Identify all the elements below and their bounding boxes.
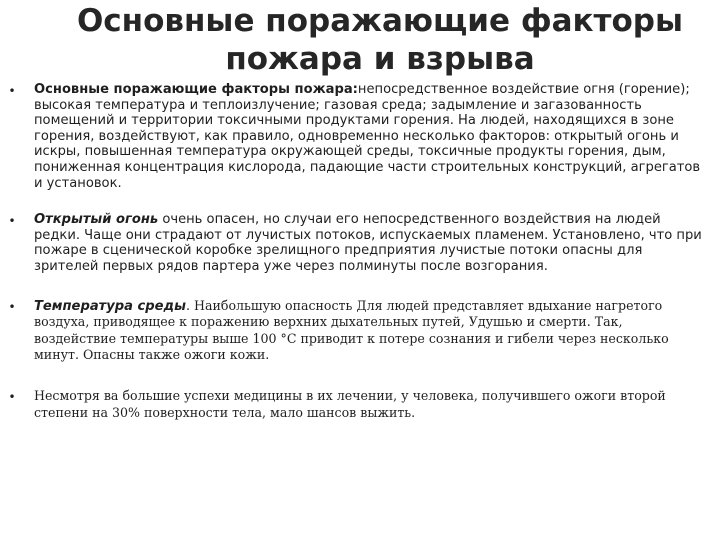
bullet-3-lead: Температура среды	[34, 298, 186, 314]
bullet-2-lead: Открытый огонь	[34, 212, 159, 228]
bullet-4-text: Несмотря ва большие успехи медицины в их лечении, у человека, получившего ожоги второй степени на 30% поверхности тела, мало шансов выжить.	[34, 387, 666, 420]
bullet-1-text: непосредственное воздействие огня (горение); высокая температура и теплоизлучение; газовая среда; задымление и загазованность помещений и территории токсичными продуктами горения. На людей, находящихся в зоне горения, воздействуют, как правило, одновременно несколько факторов: открытый огонь и искры, повышенная температура окружающей среды, токсичные продукты горения, дым, пониженная концентрация кислорода, падающие части строительных конструкций, агрегатов и установок.	[34, 82, 701, 191]
bullet-list	[6, 82, 706, 421]
bullet-item-3	[6, 298, 706, 364]
bullet-icon: •	[8, 214, 16, 229]
title-line-1: Основные поражающие факторы	[76, 3, 684, 39]
bullet-icon: •	[8, 84, 16, 98]
slide-title	[40, 2, 720, 78]
bullet-item-4	[6, 388, 706, 421]
bullet-1-lead: Основные поражающие факторы пожара:	[34, 82, 358, 97]
bullet-2-text: очень опасен, но случаи его непосредственного воздействия на людей редки. Чаще они страдают от лучистых потоков, испускаемых пламенем. Установлено, что при пожаре в сценической коробке зрелищного предприятия лучистые потоки опасны для зрителей первых рядов партера уже через полминуты после возгорания.	[34, 212, 702, 274]
title-line-2: пожара и взрыва	[225, 41, 535, 77]
bullet-item-1	[6, 82, 706, 191]
bullet-icon: •	[8, 299, 16, 314]
bullet-3-text: . Наибольшую опасность Для людей представляет вдыхание нагретого воздуха, приводящее к поражению верхних дыхательных путей, Удушью и смерти. Так, воздействие температуры выше 100 °С приводит к потере сознания и гибели через несколько минут. Опасны также ожоги кожи.	[34, 297, 669, 363]
bullet-item-2	[6, 212, 706, 274]
bullet-icon: •	[8, 389, 16, 404]
